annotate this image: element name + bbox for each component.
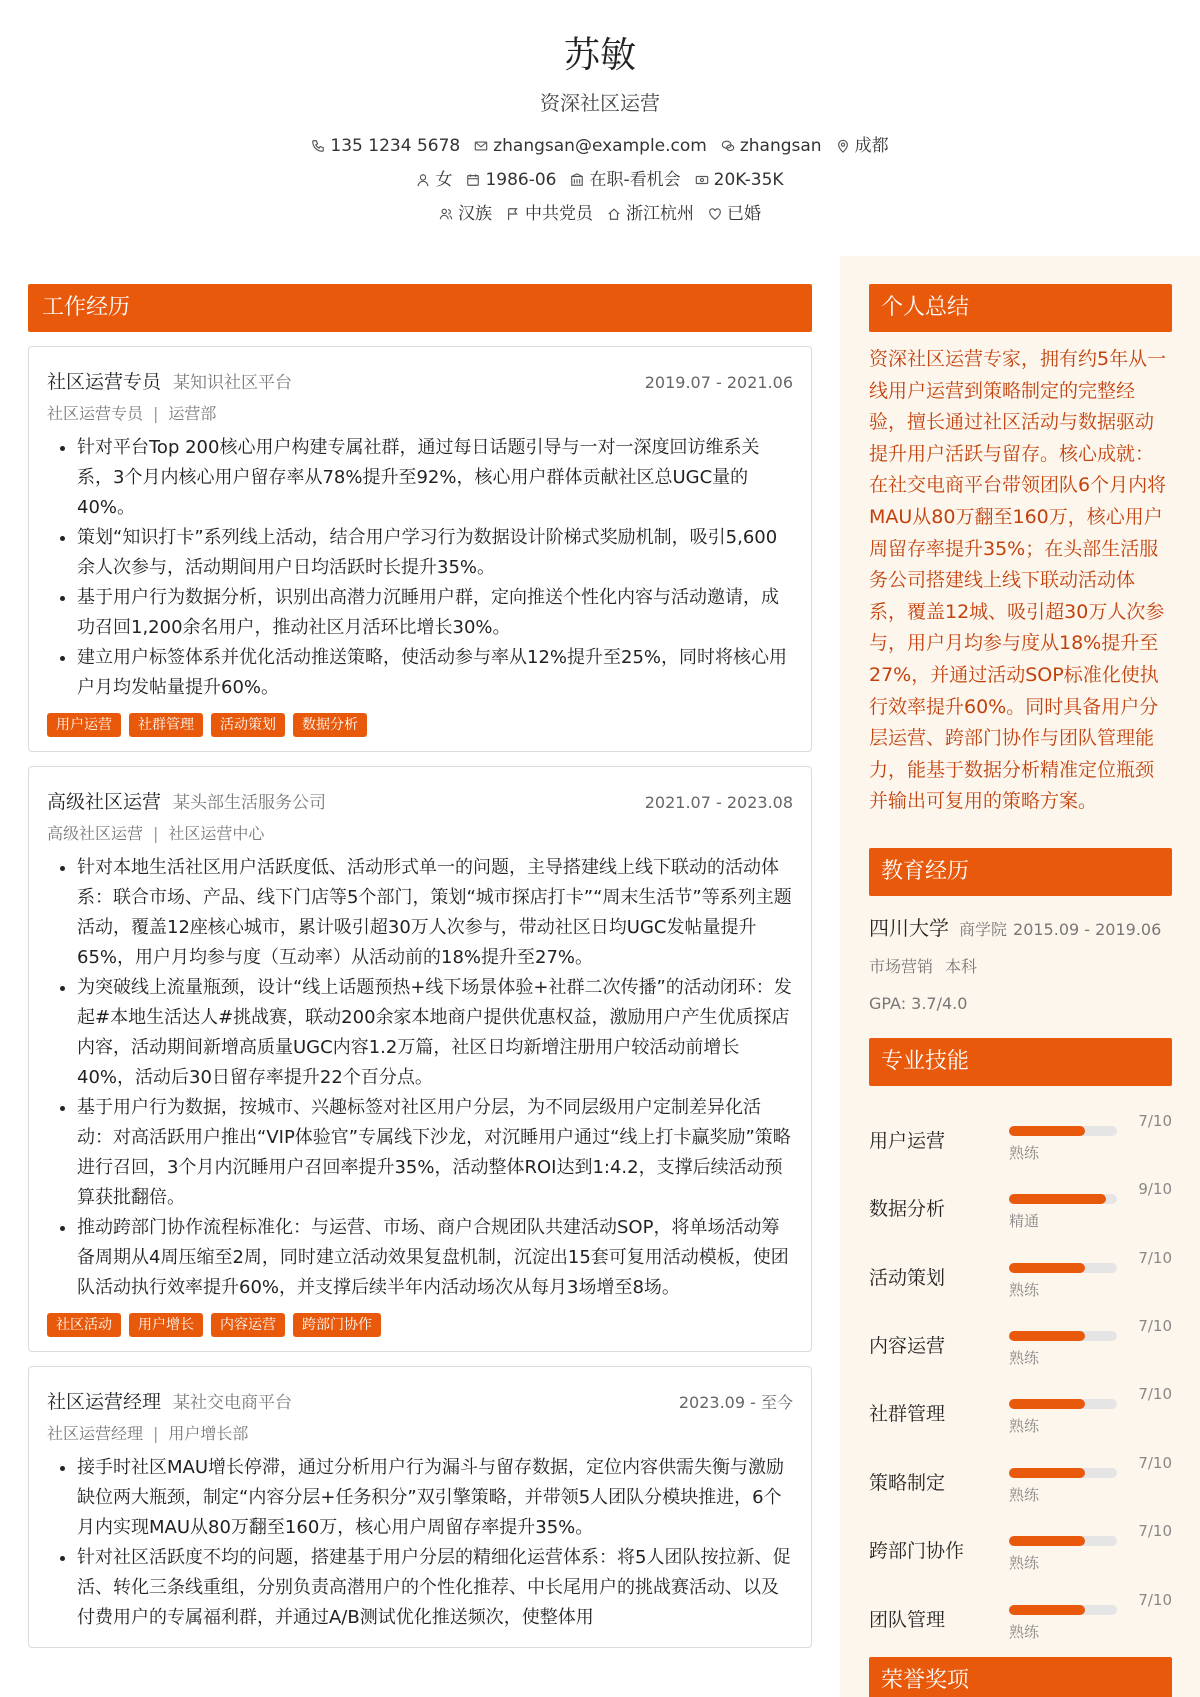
skill-score: 7/10 [1138, 1317, 1172, 1336]
politics-text: 中共党员 [525, 204, 593, 224]
skill-name: 活动策划 [869, 1266, 946, 1289]
skill-row [869, 1237, 1172, 1305]
job-department: 社区运营中心 [168, 824, 265, 843]
school-name: 四川大学 [869, 915, 949, 940]
skill-tag: 内容运营 [211, 1313, 285, 1337]
job-date: 2021.07 - 2023.08 [644, 793, 793, 812]
ethnicity-item [439, 202, 492, 226]
wechat-item [721, 134, 822, 158]
list-item: • 推动跨部门协作流程标准化：与运营、市场、商户合规团队共建活动SOP，将单场活动筹备周期从4周压缩至2周，同时建立活动效果复盘机制，沉淀出15套可复用活动模板，使团队活动执行效率提升60%，并支撑后续半年内活动场次从每月3场增至8场。 [77, 1213, 793, 1303]
list-item: • 建立用户标签体系并优化活动推送策略，使活动参与率从12%提升至25%，同时将核心用户月均发帖量提升60%。 [77, 643, 793, 703]
education-header [869, 912, 1172, 940]
skill-row [869, 1305, 1172, 1373]
job-title: 高级社区运营 [47, 791, 162, 813]
city-item [836, 134, 889, 158]
politics-item [506, 202, 593, 226]
job-bullets [47, 433, 793, 703]
skill-bar-track [1009, 1536, 1117, 1546]
hometown-item [607, 202, 694, 226]
skill-bar-track [1009, 1263, 1117, 1273]
skill-bar-track [1009, 1399, 1117, 1409]
job-bullets [47, 853, 793, 1303]
main-column [28, 284, 812, 1648]
list-item: • 针对平台Top 200核心用户构建专属社群，通过每日话题引导与一对一深度回访维系关系，3个月内核心用户留存率从78%提升至92%，核心用户群体贡献社区总UGC量的40%。 [77, 433, 793, 523]
job-title: 社区运营专员 [47, 371, 162, 393]
skill-name: 内容运营 [869, 1335, 946, 1358]
skill-bar-fill [1009, 1194, 1106, 1204]
skill-bar-fill [1009, 1605, 1085, 1615]
skill-score: 7/10 [1138, 1522, 1172, 1541]
job-company: 某头部生活服务公司 [173, 793, 327, 813]
skill-level: 熟练 [1009, 1622, 1040, 1641]
skill-bar-fill [1009, 1468, 1085, 1478]
background-row [0, 202, 1200, 226]
skill-tag: 数据分析 [293, 713, 367, 737]
hometown-text: 浙江杭州 [626, 204, 694, 224]
skill-name: 跨部门协作 [869, 1540, 965, 1563]
summary-text: 资深社区运营专家，拥有约5年从一线用户运营到策略制定的完整经验，擅长通过社区活动与数据驱动提升用户活跃与留存。核心成就：在社交电商平台带领团队6个月内将MAU从80万翻至160万，核心用户周留存率提升35%；在头部生活服务公司搭建线上线下联动活动体系，覆盖12城、吸引超30万人次参与，用户月均参与度从18%提升至27%，并通过活动SOP标准化使执行效率提升60%。同时具备用户分层运营、跨部门协作与团队管理能力，能基于数据分析精准定位瓶颈并输出可复用的策略方案。 [869, 348, 1167, 813]
list-item: • 基于用户行为数据，按城市、兴趣标签对社区用户分层，为不同层级用户定制差异化活动：对高活跃用户推出“VIP体验官”专属线下沙龙，对沉睡用户通过“线上打卡赢奖励”策略进行召回，3个月内沉睡用户召回率提升35%，活动整体ROI达到1:4.2，支撑后续活动预算获批翻倍。 [77, 1093, 793, 1213]
user-icon [416, 173, 430, 187]
skill-tag: 用户运营 [47, 713, 121, 737]
job-title: 社区运营经理 [47, 1391, 162, 1413]
separator: | [153, 404, 159, 423]
mail-icon [474, 139, 488, 153]
skill-meter [1009, 1442, 1172, 1510]
education-gpa: GPA: 3.7/4.0 [869, 993, 968, 1013]
list-item: • 针对社区活跃度不均的问题，搭建基于用户分层的精细化运营体系：将5人团队按拉新、促活、转化三条线重组，分别负责高潜用户的个性化推荐、中长尾用户的挑战赛活动、以及付费用户的专属福利群，并通过A/B测试优化推送频次，使整体用 [77, 1543, 793, 1633]
marital-text: 已婚 [727, 204, 761, 224]
candidate-title: 资深社区运营 [540, 91, 660, 115]
list-item: • 基于用户行为数据分析，识别出高潜力沉睡用户群，定向推送个性化内容与活动邀请，成功召回1,200余名用户，推动社区月活环比增长30%。 [77, 583, 793, 643]
personal-row [0, 168, 1200, 192]
job-company: 某社交电商平台 [173, 1393, 293, 1413]
email-item [474, 134, 707, 158]
job-bullets [47, 1453, 793, 1633]
skill-row [869, 1579, 1172, 1647]
skill-bar-track [1009, 1331, 1117, 1341]
salary-item [695, 168, 784, 192]
marital-item [708, 202, 761, 226]
status-text: 在职-看机会 [589, 170, 681, 190]
sidebar-column [869, 284, 1172, 1697]
job-tags [47, 713, 793, 737]
skill-score: 7/10 [1138, 1590, 1172, 1609]
resume-header [0, 0, 1200, 226]
skill-tag: 跨部门协作 [293, 1313, 381, 1337]
skill-name: 数据分析 [869, 1198, 946, 1221]
skill-score: 7/10 [1138, 1385, 1172, 1404]
skill-level: 熟练 [1009, 1485, 1040, 1504]
skill-level: 熟练 [1009, 1349, 1040, 1368]
skill-bar-fill [1009, 1263, 1085, 1273]
gender-text: 女 [435, 170, 453, 190]
calendar-icon [466, 173, 480, 187]
wechat-text: zhangsan [739, 136, 822, 156]
skill-bar-fill [1009, 1331, 1085, 1341]
job-date: 2019.07 - 2021.06 [644, 373, 793, 392]
skill-bar-fill [1009, 1536, 1085, 1546]
candidate-name: 苏敏 [563, 35, 636, 76]
skill-meter [1009, 1579, 1172, 1647]
skill-meter [1009, 1168, 1172, 1236]
job-position: 社区运营专员 [47, 404, 144, 423]
job-department: 用户增长部 [168, 1424, 249, 1443]
education-major: 市场营销 [869, 956, 934, 976]
skill-tag: 活动策划 [211, 713, 285, 737]
skill-tag: 社群管理 [129, 713, 203, 737]
gender-item [416, 168, 452, 192]
skill-level: 熟练 [1009, 1417, 1040, 1436]
work-section-title: 工作经历 [28, 284, 812, 332]
college-name: 商学院 [959, 919, 1008, 939]
skill-row [869, 1373, 1172, 1441]
skill-row [869, 1510, 1172, 1578]
list-item: • 接手时社区MAU增长停滞，通过分析用户行为漏斗与留存数据，定位内容供需失衡与激励缺位两大瓶颈，制定“内容分层+任务积分”双引擎策略，并带领5人团队分模块推进，6个月内实现MAU从80万翻至160万，核心用户周留存率提升35%。 [77, 1453, 793, 1543]
summary-section-title: 个人总结 [869, 284, 1172, 332]
education-degree: 本科 [945, 956, 978, 976]
job-department: 运营部 [168, 404, 217, 423]
education-section-title: 教育经历 [869, 848, 1172, 896]
birth-item [466, 168, 556, 192]
skill-name: 团队管理 [869, 1608, 946, 1631]
birth-text: 1986-06 [485, 170, 557, 190]
job-card [28, 766, 812, 1352]
separator: | [153, 824, 159, 843]
skill-bar-track [1009, 1126, 1117, 1136]
skill-meter [1009, 1510, 1172, 1578]
skill-score: 7/10 [1138, 1248, 1172, 1267]
skill-score: 7/10 [1138, 1111, 1172, 1130]
skill-bar-track [1009, 1468, 1117, 1478]
job-card [28, 346, 812, 752]
building-icon [570, 173, 584, 187]
skill-name: 用户运营 [869, 1129, 946, 1152]
job-card [28, 1366, 812, 1648]
skills-section-title: 专业技能 [869, 1038, 1172, 1086]
separator: | [153, 1424, 159, 1443]
job-position: 高级社区运营 [47, 824, 144, 843]
skill-meter [1009, 1100, 1172, 1168]
job-position: 社区运营经理 [47, 1424, 144, 1443]
skill-level: 熟练 [1009, 1143, 1040, 1162]
honors-section-title: 荣誉奖项 [869, 1657, 1172, 1697]
skill-row [869, 1442, 1172, 1510]
skill-meter [1009, 1237, 1172, 1305]
skill-score: 9/10 [1138, 1180, 1172, 1199]
skill-bar-track [1009, 1194, 1117, 1204]
email-text: zhangsan@example.com [493, 136, 707, 156]
phone-item [311, 134, 460, 158]
users-icon [439, 207, 453, 221]
ethnicity-text: 汉族 [458, 204, 492, 224]
skill-bar-track [1009, 1605, 1117, 1615]
skill-name: 策略制定 [869, 1471, 946, 1494]
list-item: • 策划“知识打卡”系列线上活动，结合用户学习行为数据设计阶梯式奖励机制，吸引5,600余人次参与，活动期间用户日均活跃时长提升35%。 [77, 523, 793, 583]
wechat-icon [721, 139, 735, 153]
job-tags [47, 1313, 793, 1337]
skill-tag: 社区活动 [47, 1313, 121, 1337]
education-date: 2015.09 - 2019.06 [1013, 919, 1162, 939]
skills-list [869, 1100, 1172, 1647]
flag-icon [506, 207, 520, 221]
money-icon [695, 173, 709, 187]
contact-row [0, 134, 1200, 158]
salary-text: 20K-35K [713, 170, 784, 190]
education-major-row [869, 954, 1172, 976]
phone-text: 135 1234 5678 [330, 136, 461, 156]
job-date: 2023.09 - 至今 [678, 1393, 793, 1412]
skill-score: 7/10 [1138, 1453, 1172, 1472]
skill-name: 社群管理 [869, 1403, 946, 1426]
skill-meter [1009, 1373, 1172, 1441]
skill-bar-fill [1009, 1399, 1085, 1409]
status-item [570, 168, 680, 192]
skill-tag: 用户增长 [129, 1313, 203, 1337]
skill-bar-fill [1009, 1126, 1085, 1136]
home-icon [607, 207, 621, 221]
skill-row [869, 1168, 1172, 1236]
skill-level: 精通 [1009, 1212, 1040, 1231]
list-item: • 为突破线上流量瓶颈，设计“线上话题预热+线下场景体验+社群二次传播”的活动闭环：发起#本地生活达人#挑战赛，联动200余家本地商户提供优惠权益，激励用户产生优质探店内容，活动期间新增高质量UGC内容1.2万篇，社区日均新增注册用户较活动前增长40%，活动后30日留存率提升22个百分点。 [77, 973, 793, 1093]
location-pin-icon [836, 139, 850, 153]
skill-level: 熟练 [1009, 1554, 1040, 1573]
job-company: 某知识社区平台 [173, 373, 293, 393]
skill-level: 熟练 [1009, 1280, 1040, 1299]
heart-icon [708, 207, 722, 221]
city-text: 成都 [854, 136, 889, 156]
skill-meter [1009, 1305, 1172, 1373]
list-item: • 针对本地生活社区用户活跃度低、活动形式单一的问题，主导搭建线上线下联动的活动体系：联合市场、产品、线下门店等5个部门，策划“城市探店打卡”“周末生活节”等系列主题活动，覆盖12座核心城市，累计吸引超30万人次参与，带动社区日均UGC发帖量提升65%，用户月均参与度（互动率）从活动前的18%提升至27%。 [77, 853, 793, 973]
skill-row [869, 1100, 1172, 1168]
phone-icon [311, 139, 325, 153]
